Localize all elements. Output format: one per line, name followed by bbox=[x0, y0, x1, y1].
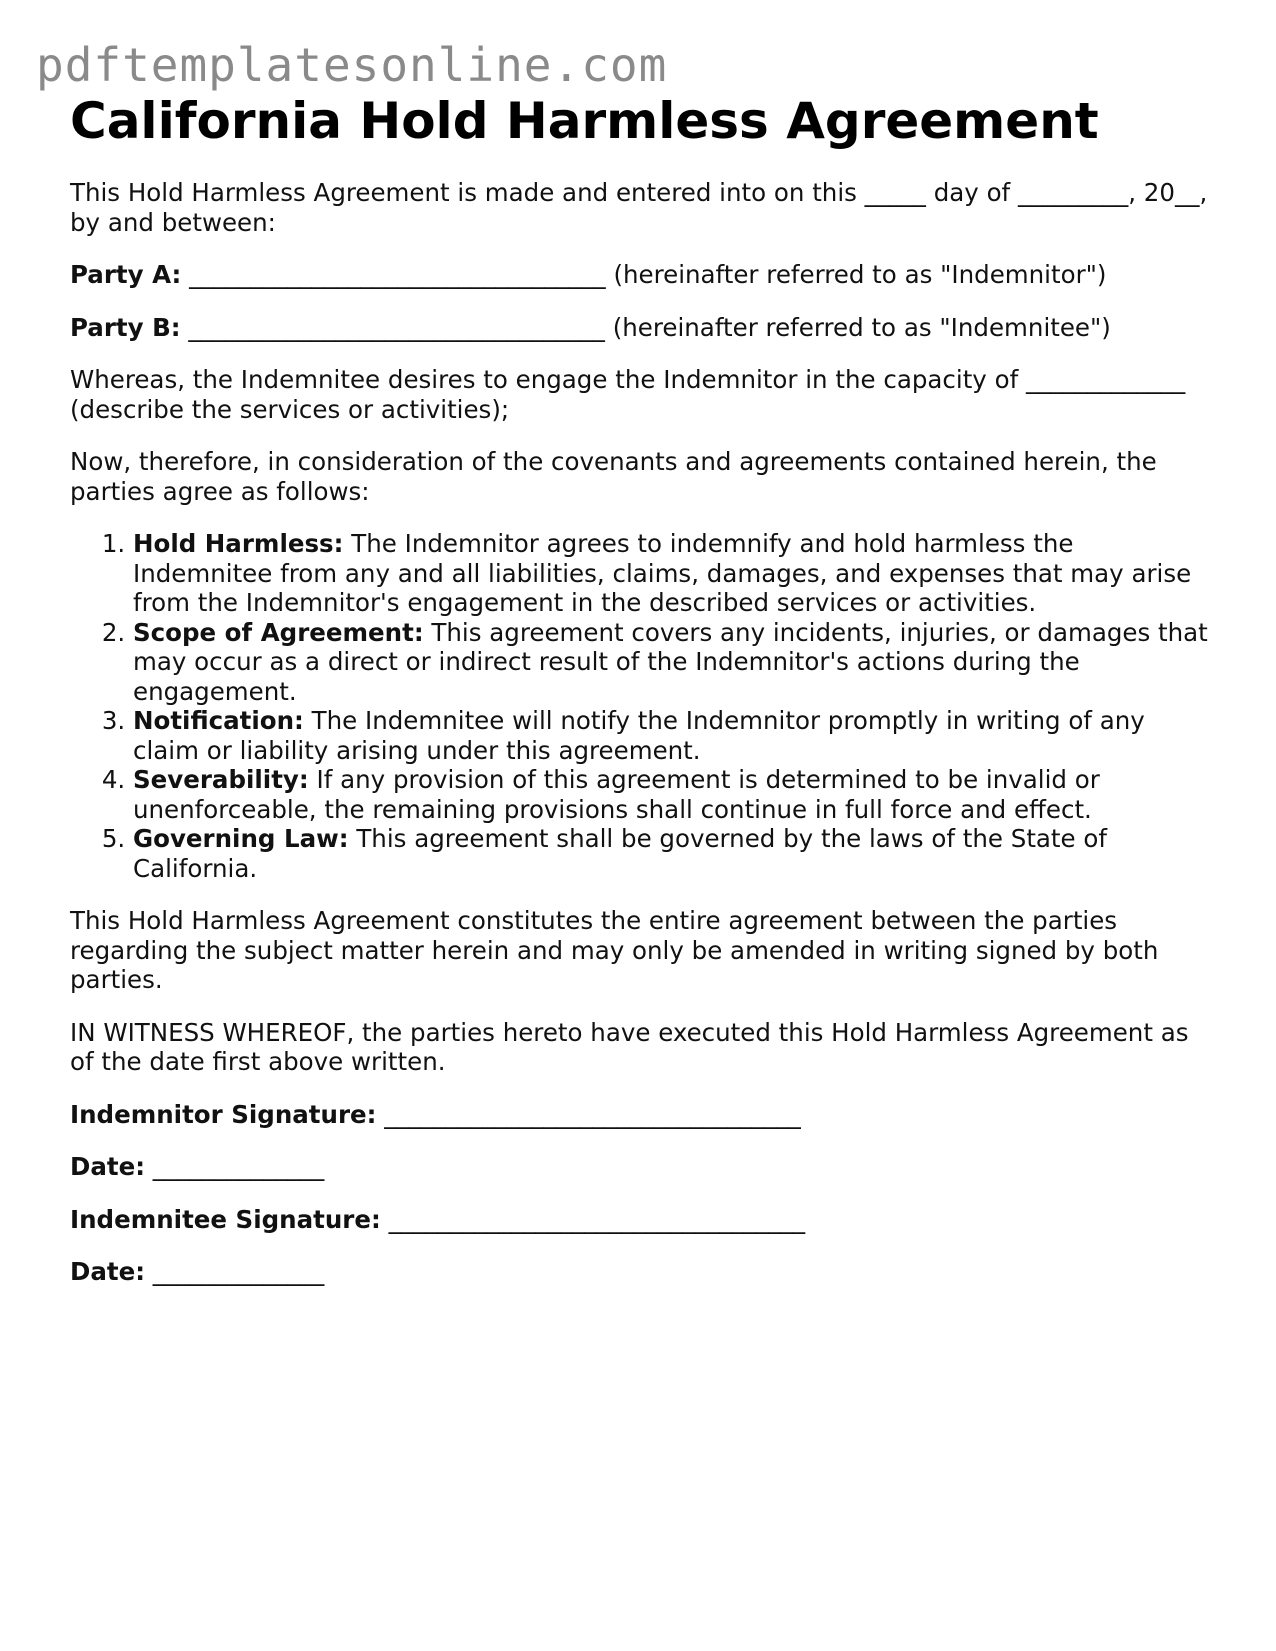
clause-item bbox=[133, 529, 1210, 618]
witness-paragraph: IN WITNESS WHEREOF, the parties hereto have executed this Hold Harmless Agreement as of the date first above written. bbox=[70, 1017, 1189, 1076]
indemnitee-signature-line bbox=[70, 1205, 1210, 1235]
clause-heading: Notification: bbox=[133, 706, 304, 735]
clause-text: This agreement shall be governed by the laws of the State of California. bbox=[133, 824, 1108, 883]
clause-heading: Scope of Agreement: bbox=[133, 617, 424, 647]
indemnitor-date-blank[interactable]: ______________ bbox=[152, 1152, 325, 1181]
indemnitee-date-blank[interactable]: ______________ bbox=[152, 1257, 325, 1286]
clause-item bbox=[133, 765, 1210, 824]
indemnitor-signature-label: Indemnitor Signature: bbox=[70, 1099, 377, 1129]
clause-heading: Severability: bbox=[133, 765, 309, 794]
indemnitee-date-label: Date: bbox=[70, 1257, 145, 1286]
clause-text: The Indemnitor agrees to indemnify and hold harmless the Indemnitee from any and all liabilities, claims, damages, and expenses that may arise from the Indemnitor's engagement in the described services or activities. bbox=[133, 529, 1192, 617]
clause-list bbox=[70, 529, 1210, 883]
entire-agreement-paragraph: This Hold Harmless Agreement constitutes the entire agreement between the parties regarding the subject matter herein and may only be amended in writing signed by both parties. bbox=[70, 906, 1159, 994]
watermark-text: pdftemplatesonline.com bbox=[36, 38, 668, 92]
now-therefore-paragraph: Now, therefore, in consideration of the covenants and agreements contained herein, the parties agree as follows: bbox=[70, 447, 1157, 506]
indemnitee-signature-label: Indemnitee Signature: bbox=[70, 1204, 381, 1234]
clause-text: This agreement covers any incidents, injuries, or damages that may occur as a direct or indirect result of the Indemnitor's actions during the engagement. bbox=[133, 617, 1208, 706]
clause-item bbox=[133, 706, 1210, 765]
party-a-label: Party A: bbox=[70, 260, 182, 289]
clause-heading: Hold Harmless: bbox=[133, 529, 344, 558]
party-a-line bbox=[70, 260, 1210, 290]
document-page bbox=[70, 88, 1210, 1287]
indemnitor-signature-blank[interactable]: __________________________________ bbox=[384, 1099, 801, 1129]
indemnitee-signature-blank[interactable]: __________________________________ bbox=[388, 1204, 806, 1234]
party-a-suffix: (hereinafter referred to as "Indemnitor") bbox=[613, 260, 1107, 289]
party-a-blank[interactable]: __________________________________ bbox=[189, 260, 606, 289]
party-b-label: Party B: bbox=[70, 312, 181, 342]
party-b-line bbox=[70, 313, 1210, 343]
clause-heading: Governing Law: bbox=[133, 824, 349, 853]
party-b-suffix: (hereinafter referred to as "Indemnitee") bbox=[612, 312, 1111, 342]
clause-text: The Indemnitee will notify the Indemnitor promptly in writing of any claim or liability arising under this agreement. bbox=[133, 706, 1145, 765]
clause-text: If any provision of this agreement is determined to be invalid or unenforceable, the remaining provisions shall continue in full force and effect. bbox=[133, 765, 1100, 824]
clause-item bbox=[133, 824, 1210, 883]
whereas-paragraph: Whereas, the Indemnitee desires to engage the Indemnitor in the capacity of _____________ (describe the services or activities); bbox=[70, 365, 1186, 424]
indemnitor-date-label: Date: bbox=[70, 1152, 145, 1181]
clause-item bbox=[133, 618, 1210, 707]
document-title: California Hold Harmless Agreement bbox=[70, 92, 1099, 150]
indemnitor-signature-line bbox=[70, 1100, 1210, 1130]
intro-paragraph: This Hold Harmless Agreement is made and entered into on this _____ day of _________, 20__, by and between: bbox=[70, 178, 1208, 237]
indemnitee-date-line bbox=[70, 1257, 1210, 1287]
party-b-blank[interactable]: __________________________________ bbox=[188, 312, 605, 342]
indemnitor-date-line bbox=[70, 1152, 1210, 1182]
